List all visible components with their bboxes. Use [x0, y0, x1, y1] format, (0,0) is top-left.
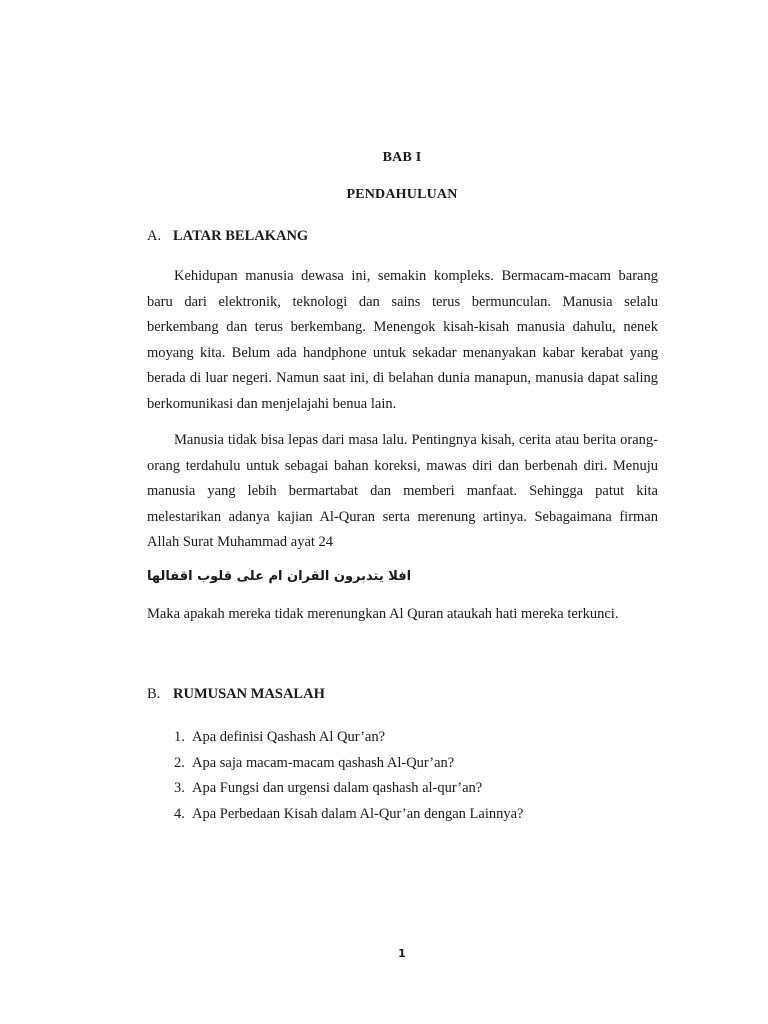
section-letter: B. [147, 686, 161, 702]
list-item [174, 755, 524, 781]
list-item-text: Apa Fungsi dan urgensi dalam qashash al-qur’an? [192, 780, 483, 796]
problem-list [174, 729, 524, 831]
paragraph-1: Kehidupan manusia dewasa ini, semakin kompleks. Bermacam-macam barang baru dari elektronik, teknologi dan sains terus bermunculan. Manusia selalu berkembang dan terus berkembang. Menengok kisah-kisah manusia dahulu, nenek moyang kita. Belum ada handphone untuk sekadar menanyakan kabar kerabat yang berada di luar negeri. Namun saat ini, di belahan dunia manapun, manusia dapat saling berkomunikasi dan menjelajahi benua lain. [147, 268, 658, 412]
list-item-number: 2. [174, 754, 185, 771]
section-title: LATAR BELAKANG [173, 228, 309, 244]
list-item-number: 3. [174, 780, 185, 796]
section-letter: A. [147, 228, 162, 244]
chapter-number: BAB I [382, 150, 422, 165]
list-item [174, 780, 524, 806]
list-item-text: Apa saja macam-macam qashash Al-Qur’an? [192, 754, 455, 771]
list-item [174, 806, 524, 832]
list-item-number: 4. [174, 805, 185, 822]
section-heading-rumusan-masalah [147, 686, 325, 703]
chapter-title: PENDAHULUAN [346, 187, 458, 202]
list-item-text: Apa definisi Qashash Al Qur’an? [192, 729, 386, 745]
arabic-verse: افلا يتدبرون القران ام على قلوب اقفالها [147, 569, 412, 584]
list-item-text: Apa Perbedaan Kisah dalam Al-Qur’an dengan Lainnya? [192, 805, 524, 822]
section-title: RUMUSAN MASALAH [173, 686, 325, 702]
list-item-number: 1. [174, 729, 185, 745]
verse-translation: Maka apakah mereka tidak merenungkan Al Quran ataukah hati mereka terkunci. [147, 606, 619, 622]
page-number: 1 [398, 947, 406, 960]
section-heading-latar-belakang [147, 228, 308, 245]
list-item [174, 729, 524, 755]
paragraph-2: Manusia tidak bisa lepas dari masa lalu. Pentingnya kisah, cerita atau berita orang-orang terdahulu untuk sebagai bahan koreksi, mawas diri dan berbenah diri. Menuju manusia yang lebih bermartabat dan memberi manfaat. Sehingga patut kita melestarikan adanya kajian Al-Quran serta merenung artinya. Sebagaimana firman Allah Surat Muhammad ayat 24 [147, 432, 658, 550]
